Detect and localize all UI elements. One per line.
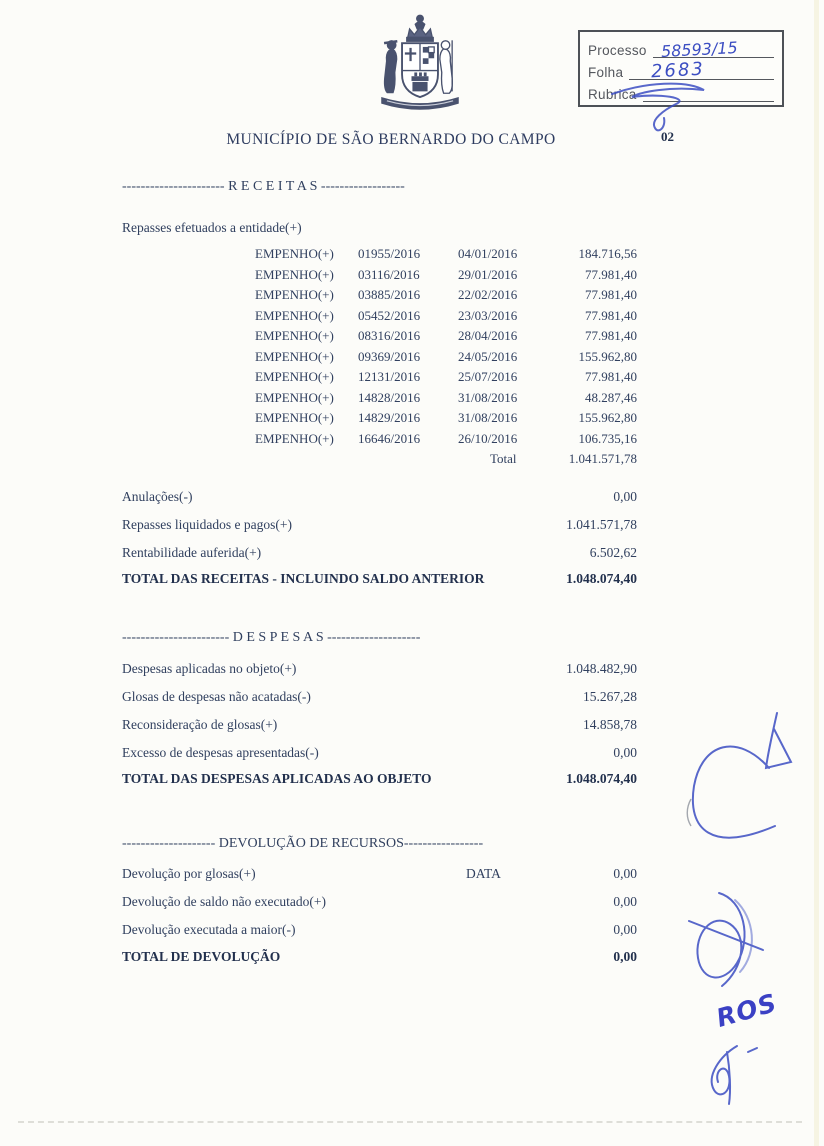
glosas-line [122,689,637,705]
line-value: 0,00 [613,922,637,937]
empenho-label: EMPENHO(+) [255,246,334,261]
total-value: 0,00 [613,949,637,964]
table-row [255,246,637,267]
empenho-label: EMPENHO(+) [255,369,334,384]
empenho-number: 08316/2016 [358,328,421,343]
repasses-liquidados-line [122,517,637,533]
processo-handwritten-value: 58593/15 [660,38,738,61]
total-receitas-line [122,571,637,587]
empenho-label: EMPENHO(+) [255,430,334,446]
empenho-number: 03116/2016 [358,266,420,282]
devolucao-saldo-line [122,894,637,910]
small-signature [712,1046,737,1094]
line-label: Repasses liquidados e pagos(+) [122,517,292,532]
line-label: Excesso de despesas apresentadas(-) [122,745,319,760]
total-value: 1.048.074,40 [566,571,637,586]
empenho-label: EMPENHO(+) [255,389,334,405]
empenho-value: 77.981,40 [585,287,637,302]
empenho-date: 28/04/2016 [458,328,518,343]
line-value: 1.048.482,90 [566,661,637,676]
empenho-value: 184.716,56 [578,246,637,261]
empenho-label: EMPENHO(+) [255,307,334,323]
repasses-intro-label: Repasses efetuados a entidade(+) [122,220,302,235]
table-row [255,287,637,308]
empenho-date: 25/07/2016 [458,369,518,384]
excesso-line [122,745,637,761]
table-row [255,308,637,329]
devolucao-section-header: -------------------- DEVOLUÇÃO DE RECURSOS----------------- [122,836,484,851]
empenho-date: 31/08/2016 [458,389,518,405]
table-row [255,410,637,431]
line-value: 6.502,62 [589,545,637,560]
small-signature-stem [727,1052,730,1104]
handwritten-initials: ROS [713,988,781,1033]
diagonal-stroke [689,921,763,950]
line-label: Devolução de saldo não executado(+) [122,894,327,909]
line-label: Despesas aplicadas no objeto(+) [122,661,297,676]
processo-line [653,38,774,61]
table-row [255,390,637,411]
page-number: 02 [661,129,674,144]
empenho-number: 12131/2016 [358,369,421,384]
empenho-value: 77.981,40 [585,369,637,384]
small-signature-dash [748,1048,757,1052]
pencil-tick [687,799,691,826]
empenho-total-label: Total [490,451,517,466]
table-row [255,431,637,452]
total-value: 1.048.074,40 [566,771,637,786]
empenho-label: EMPENHO(+) [255,266,334,282]
checkmark-curve [693,747,775,838]
processo-label: Processo [588,43,647,58]
empenho-number: 14829/2016 [358,410,421,425]
table-row [255,267,637,288]
coat-of-arms-icon [368,10,472,116]
empenho-date: 31/08/2016 [458,410,518,425]
bottom-dashed-line [18,1121,802,1123]
loop-squiggle [697,893,744,986]
total-label: TOTAL DAS DESPESAS APLICADAS AO OBJETO [122,771,432,786]
rentabilidade-line [122,545,637,561]
receitas-section-header: ---------------------- R E C E I T A S ------------------ [122,179,405,194]
empenho-number: 05452/2016 [358,307,421,323]
empenho-label: EMPENHO(+) [255,348,334,364]
total-despesas-line [122,771,637,787]
checkmark-flag [766,713,791,768]
empenho-number: 03885/2016 [358,287,421,302]
line-value: 15.267,28 [583,689,637,704]
line-value: 0,00 [613,489,637,504]
empenho-date: 04/01/2016 [458,246,518,261]
stamp-row-processo [588,36,774,61]
empenho-table [255,246,637,451]
stamp-row-rubrica [588,80,774,102]
empenho-number: 01955/2016 [358,246,421,261]
rubrica-label: Rubrica [588,87,637,102]
empenho-value: 77.981,40 [585,328,637,343]
devolucao-maior-line [122,922,637,938]
empenho-number: 16646/2016 [358,430,421,446]
total-label: TOTAL DE DEVOLUÇÃO [122,949,281,964]
stamp-row-folha [588,58,774,83]
empenho-label: EMPENHO(+) [255,328,334,343]
despesas-objeto-line [122,661,637,677]
folha-handwritten-value: 2683 [650,58,706,83]
line-value: 14.858,78 [583,717,637,732]
line-value: 1.041.571,78 [566,517,637,532]
empenho-label: EMPENHO(+) [255,287,334,302]
empenho-total-value: 1.041.571,78 [568,451,637,466]
page-title: MUNICÍPIO DE SÃO BERNARDO DO CAMPO [226,131,556,148]
empenho-date: 29/01/2016 [458,266,518,282]
empenho-label: EMPENHO(+) [255,410,334,425]
line-label: Devolução por glosas(+) [122,866,256,881]
empenho-date: 23/03/2016 [458,307,518,323]
total-devolucao-line [122,949,637,965]
data-column-label: DATA [466,866,501,881]
line-value: 0,00 [613,894,637,909]
devolucao-glosas-line [122,866,637,882]
line-value: 0,00 [613,866,637,881]
empenho-value: 155.962,80 [578,348,637,364]
empenho-date: 24/05/2016 [458,348,518,364]
loop-squiggle-light [735,900,752,972]
empenho-value: 155.962,80 [578,410,637,425]
line-value: 0,00 [613,745,637,760]
empenho-value: 106.735,16 [578,430,637,446]
total-label: TOTAL DAS RECEITAS - INCLUINDO SALDO ANTERIOR [122,571,485,586]
folha-line [629,58,774,83]
table-row [255,349,637,370]
empenho-value: 48.287,46 [585,389,637,405]
anulacoes-line [122,489,637,505]
line-label: Glosas de despesas não acatadas(-) [122,689,311,704]
scan-edge-artifact [814,0,819,1146]
despesas-section-header: ----------------------- D E S P E S A S -------------------- [122,630,421,645]
line-label: Rentabilidade auferida(+) [122,545,262,560]
empenho-value: 77.981,40 [585,266,637,282]
table-row [255,328,637,349]
empenho-date: 22/02/2016 [458,287,518,302]
empenho-number: 09369/2016 [358,348,421,364]
empenho-number: 14828/2016 [358,389,421,405]
process-stamp-box [578,30,784,107]
table-row [255,369,637,390]
line-label: Reconsideração de glosas(+) [122,717,278,732]
folha-label: Folha [588,65,624,80]
empenho-value: 77.981,40 [585,307,637,323]
rubrica-line [643,84,774,102]
empenho-date: 26/10/2016 [458,430,518,446]
reconsideracao-line [122,717,637,733]
line-label: Anulações(-) [122,489,193,504]
line-label: Devolução executada a maior(-) [122,922,296,937]
